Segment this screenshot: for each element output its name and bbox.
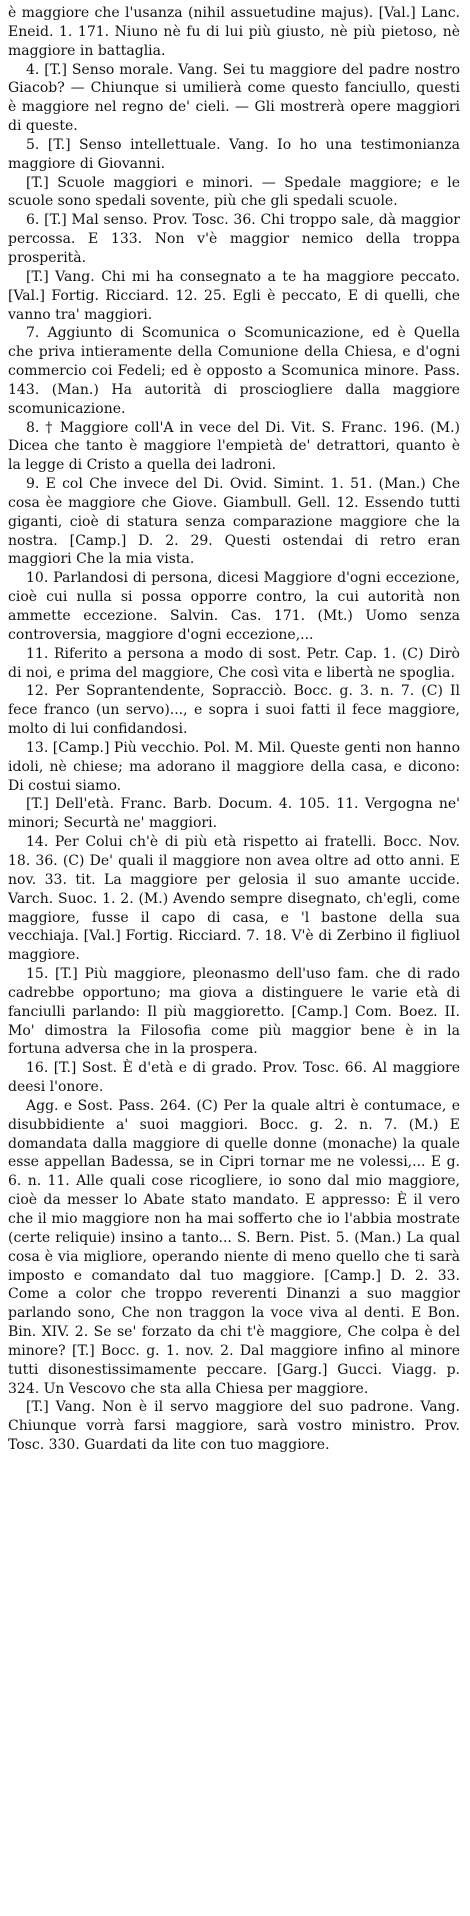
entry-paragraph: [T.] Vang. Chi mi ha consegnato a te ha maggiore peccato. [Val.] Fortig. Ricciard. 12. 25. Egli è peccato, E di quelli, che vanno tra' maggiori. <box>8 268 460 323</box>
entry-paragraph: 4. [T.] Senso morale. Vang. Sei tu maggiore del padre nostro Giacob? — Chiunque si umilierà come questo fanciullo, questi è maggiore nel regno de' cieli. — Gli mostrerà opere maggiori di queste. <box>8 61 460 135</box>
entry-paragraph: [T.] Scuole maggiori e minori. — Spedale maggiore; e le scuole sono spedali sovente, più che gli spedali scuole. <box>8 174 460 210</box>
entry-paragraph: 16. [T.] Sost. È d'età e di grado. Prov. Tosc. 66. Al maggiore deesi l'onore. <box>8 1060 460 1096</box>
entry-paragraph: 5. [T.] Senso intellettuale. Vang. Io ho una testimonianza maggiore di Giovanni. <box>8 136 460 172</box>
entry-paragraph: 12. Per Soprantendente, Sopracciò. Bocc. g. 3. n. 7. (C) Il fece franco (un servo)..., e sopra i suoi fatti il fece maggiore, molto di lui confidandosi. <box>8 683 460 738</box>
entry-paragraph: 6. [T.] Mal senso. Prov. Tosc. 36. Chi troppo sale, dà maggior percossa. E 133. Non v'è maggior nemico della troppa prosperità. <box>8 212 460 266</box>
entry-paragraph: [T.] Vang. Non è il servo maggiore del suo padrone. Vang. Chiunque vorrà farsi maggiore, sarà vostro ministro. Prov. Tosc. 330. Guardati da lite con tuo maggiore. <box>8 1399 460 1454</box>
entry-paragraph: 15. [T.] Più maggiore, pleonasmo dell'uso fam. che di rado cadrebbe opportuno; ma giova a distinguere le varie età di fanciulli parlando: Il più maggioretto. [Camp.] Com. Boez. II. Mo' dimostra la Filosofia come più maggior bene è in la fortuna adversa che in la prospera. <box>8 966 460 1058</box>
entry-paragraph: 13. [Camp.] Più vecchio. Pol. M. Mil. Queste genti non hanno idoli, nè chiese; ma adorano il maggiore della casa, e dicono: Di costui siamo. <box>8 739 460 794</box>
entry-paragraph: 9. E col Che invece del Di. Ovid. Simint. 1. 51. (Man.) Che cosa èe maggiore che Giove. Giambull. Gell. 12. Essendo tutti giganti, cioè di statura senza comparazione maggiore che la nostra. [Camp.] D. 2. 29. Questi ostendai di retro eran maggiori Che la mia vista. <box>8 476 460 568</box>
entry-paragraph: è maggiore che l'usanza (nihil assuetudine majus). [Val.] Lanc. Eneid. 1. 171. Niuno nè fu di lui più giusto, nè più pietoso, nè maggiore in battaglia. <box>8 5 460 59</box>
entry-paragraph: Agg. e Sost. Pass. 264. (C) Per la quale altri è contumace, e disubbidiente a' suoi maggiori. Bocc. g. 2. n. 7. (M.) E domandata dalla maggiore di quelle donne (monache) la quale esse appellan Badessa, se in Cipri tornar me ne volessi,... E g. 6. n. 11. Alle quali cose ricogliere, io sono dal mio maggiore, cioè da messer lo Abate stato mandato. E appresso: È il vero che il mio maggiore non ha mai sofferto che io l'abbia mostrate (certe reliquie) insino a tanto... S. Bern. Pist. 5. (Man.) La qual cosa è via migliore, operando niente di meno quello che ti sarà imposto e comandato dal tuo maggiore. [Camp.] D. 2. 33. Come a color che troppo reverenti Dinanzi a suo maggior parlando sono, Che non traggon la voce viva al denti. E Bon. Bin. XIV. 2. Se se' forzato da chi t'è maggiore, Che colpa è del minore? [T.] Bocc. g. 1. nov. 2. Dal maggiore infino al minore tutti disonestissimamente peccare. [Garg.] Gucci. Viagg. p. 324. Un Vescovo che sta alla Chiesa per maggiore. <box>8 1097 460 1397</box>
entry-paragraph: 10. Parlandosi di persona, dicesi Maggiore d'ogni eccezione, cioè cui nulla si possa opporre contro, la cui autorità non ammette eccezione. Salvin. Cas. 171. (Mt.) Uomo senza controversia, maggiore d'ogni eccezione,... <box>8 570 460 643</box>
entry-paragraph: 14. Per Colui ch'è di più età rispetto ai fratelli. Bocc. Nov. 18. 36. (C) De' quali il maggiore non avea oltre ad otto anni. E nov. 33. tit. La maggiore per gelosia il suo amante uccide. Varch. Suoc. 1. 2. (M.) Avendo sempre disegnato, ch'egli, come maggiore, fusse il capo di casa, e 'l bastone della sua vecchiaja. [Val.] Fortig. Ricciard. 7. 18. V'è di Zerbino il figliuol maggiore. <box>8 834 460 964</box>
entry-column <box>8 4 460 1455</box>
entry-paragraph: 11. Riferito a persona a modo di sost. Petr. Cap. 1. (C) Dirò di noi, e prima del maggiore, Che così vita e libertà ne spoglia. <box>8 645 460 681</box>
entry-paragraph: [T.] Dell'età. Franc. Barb. Docum. 4. 105. 11. Vergogna ne' minori; Securtà ne' maggiori. <box>8 796 460 832</box>
entry-paragraph: 7. Aggiunto di Scomunica o Scomunicazione, ed è Quella che priva intieramente della Comunione della Chiesa, e d'ogni commercio coi Fedeli; ed è opposto a Scomunica minore. Pass. 143. (Man.) Ha autorità di prosciogliere dalla maggiore scomunicazione. <box>8 325 460 417</box>
entry-paragraph: 8. † Maggiore coll'A in vece del Di. Vit. S. Franc. 196. (M.) Dicea che tanto è maggiore l'empietà de' detrattori, quanto è la legge di Cristo a quella dei ladroni. <box>8 419 460 474</box>
